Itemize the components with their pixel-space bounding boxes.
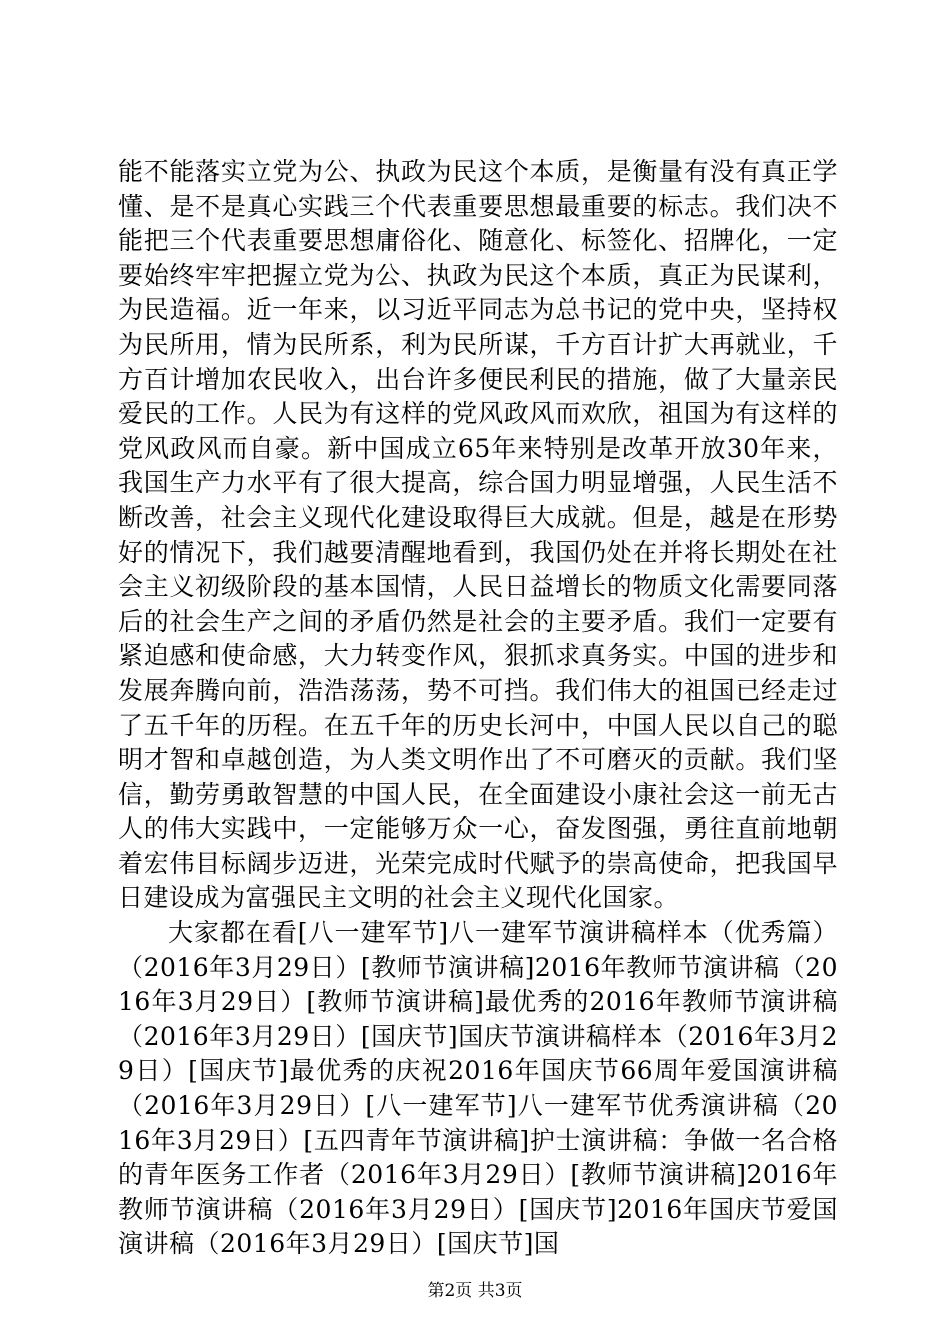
page-number: 第2页 共3页 xyxy=(427,1281,523,1301)
body-text xyxy=(118,155,838,1262)
related-articles-paragraph: 大家都在看[八一建军节]八一建军节演讲稿样本（优秀篇）（2016年3月29日）[教师节演讲稿]2016年教师节演讲稿（2016年3月29日）[教师节演讲稿]最优秀的2016年教师节演讲稿（2016年3月29日）[国庆节]国庆节演讲稿样本（2016年3月29日）[国庆节]最优秀的庆祝2016年国庆节66周年爱国演讲稿（2016年3月29日）[八一建军节]八一建军节优秀演讲稿（2016年3月29日）[五四青年节演讲稿]护士演讲稿：争做一名合格的青年医务工作者（2016年3月29日）[教师节演讲稿]2016年教师节演讲稿（2016年3月29日）[国庆节]2016年国庆节爱国演讲稿（2016年3月29日）[国庆节]国 xyxy=(118,918,838,1259)
page-footer xyxy=(0,1281,950,1301)
body-paragraph: 能不能落实立党为公、执政为民这个本质，是衡量有没有真正学懂、是不是真心实践三个代表重要思想最重要的标志。我们决不能把三个代表重要思想庸俗化、随意化、标签化、招牌化，一定要始终牢牢把握立党为公、执政为民这个本质，真正为民谋利，为民造福。近一年来，以习近平同志为总书记的党中央，坚持权为民所用，情为民所系，利为民所谋，千方百计扩大再就业，千方百计增加农民收入，出台许多便民利民的措施，做了大量亲民爱民的工作。人民为有这样的党风政风而欢欣，祖国为有这样的党风政风而自豪。新中国成立65年来特别是改革开放30年来，我国生产力水平有了很大提高，综合国力明显增强，人民生活不断改善，社会主义现代化建设取得巨大成就。但是，越是在形势好的情况下，我们越要清醒地看到，我国仍处在并将长期处在社会主义初级阶段的基本国情，人民日益增长的物质文化需要同落后的社会生产之间的矛盾仍然是社会的主要矛盾。我们一定要有紧迫感和使命感，大力转变作风，狠抓求真务实。中国的进步和发展奔腾向前，浩浩荡荡，势不可挡。我们伟大的祖国已经走过了五千年的历程。在五千年的历史长河中，中国人民以自己的聪明才智和卓越创造，为人类文明作出了不可磨灭的贡献。我们坚信，勤劳勇敢智慧的中国人民，在全面建设小康社会这一前无古人的伟大实践中，一定能够万众一心，奋发图强，勇往直前地朝着宏伟目标阔步迈进，光荣完成时代赋予的崇高使命，把我国早日建设成为富强民主文明的社会主义现代化国家。 xyxy=(118,157,838,913)
